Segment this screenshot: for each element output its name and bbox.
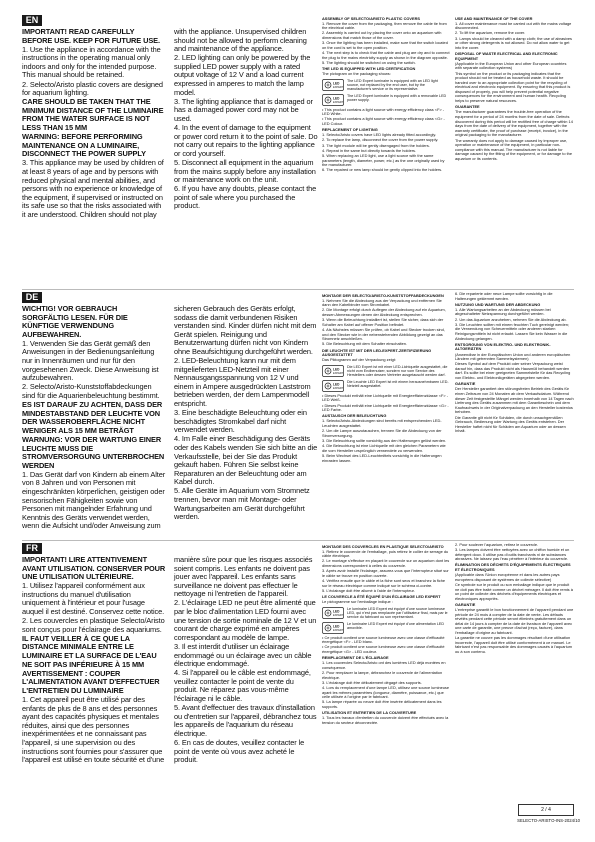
led-expert-description: Le luminaire LED Expert est équipé d'une alimentation LED amovible. bbox=[347, 621, 445, 630]
section-paragraph: The pictogram on the packaging shows: bbox=[322, 71, 391, 77]
section-paragraph: 4. Lors du remplacement d'une lampe LED, utilisez une source lumineuse ayant les mêmes paramètres (longueur, diamètre, puissance, etc.) que celle utilisée à l'origine par le fabricant. bbox=[322, 684, 450, 700]
section-divider bbox=[22, 540, 574, 541]
section-paragraph: 2. Die Montage erfolgt durch Auflegen der Abdeckung auf ein Aquarium, dessen Abmessungen denen der Abdeckung entsprechen. bbox=[322, 307, 446, 318]
section-paragraph: 4. Repeat in the same but directly towards the holders. bbox=[322, 147, 417, 153]
led-expert-description: Le luminaire LED Expert est équipé d'une source lumineuse LED, qui n'est pas remplacée par l'utilisateur final, mais par le service du fabricant ou son représentant. bbox=[347, 606, 448, 620]
section-heading: LE COUVERCLE A ÉTÉ ÉQUIPÉ D'UN ÉCLAIRAGE LED EXPERT bbox=[322, 593, 441, 599]
instruction-paragraph: 2. LED lighting can only be powered by the supplied LED power supply with a rated output voltage of 12 V and a load current expressed in amperes to match the lamp model. bbox=[174, 53, 311, 97]
warning-heading: ES IST DARAUF ZU ACHTEN, DASS DER MINDESTABSTAND DER LEUCHTE VON DER WASSEROBERFLÄCHE NICHT WENIGER ALS 15 MM BETRÄGT bbox=[22, 400, 163, 435]
led-expert-row bbox=[322, 365, 450, 378]
section-heading: ASSEMBLY OF SELECTO/ARISTO PLASTIC COVERS bbox=[322, 15, 421, 21]
led-expert-description: The LED Expert luminaire is equipped with a removable LED power supply. bbox=[347, 93, 447, 102]
section-paragraph: 3. The light module will be gently disengaged from the holders. bbox=[322, 142, 430, 148]
instruction-paragraph: 5. Alle Geräte im Aquarium vom Stromnetz trennen, bevor man mit Montage- oder Wartungsarbeiten am Gerät durchgeführt werden. bbox=[174, 486, 310, 522]
section-paragraph: • Dieses Produkt enthält eine Lichtquelle mit Energieeffizienzklasse <G> - LED Farbe. bbox=[322, 402, 449, 413]
section-heading: DISPOSAL OF WASTE ELECTRICAL AND ELECTRONIC EQUIPMENT bbox=[455, 50, 558, 61]
section-paragraph: 3. Les lampes doivent être nettoyées avec un chiffon humide et un détergent doux. Il utilise pas d'outils tranchants ni de substances abrasives. Ne laissez pas l'eau pénétrer à l'intérieur du couvercle. bbox=[455, 547, 570, 562]
led-expert-icon bbox=[322, 94, 344, 106]
section-paragraph: 1. Nehmen Sie die Abdeckung aus der Verpackung und entfernen Sie dann den Kabelbinder vom Stromkabel. bbox=[322, 297, 442, 308]
instruction-paragraph: 1. Utilisez l'appareil conformément aux instructions du manuel d'utilisation uniquement à l'intérieur et pour l'usage auquel il est destiné. Conservez cette notice. bbox=[22, 581, 165, 617]
led-expert-row bbox=[322, 622, 450, 634]
warning-heading: IMPORTANT! READ CAREFULLY BEFORE USE. KEEP FOR FUTURE USE. bbox=[22, 28, 160, 45]
led-expert-row bbox=[322, 79, 450, 92]
led-expert-description: Die Leuchte LED Expert ist mit einem herausnehmbaren LED-Netzteil ausgestattet. bbox=[347, 379, 449, 389]
fr-maintenance-text bbox=[455, 543, 574, 800]
section-heading: USE AND MAINTENANCE OF THE COVER bbox=[455, 15, 533, 21]
section-paragraph: 2. Um das Aquarium anzuheben, nehmen Sie die Abdeckung ab. bbox=[455, 316, 567, 322]
instruction-paragraph: 3. Eine beschädigte Beleuchtung oder ein beschädigtes Stromkabel darf nicht verwendet werden. bbox=[174, 408, 307, 435]
section-paragraph: (Applicable dans l'Union européenne et dans les autres pays européens disposant de systèmes de collecte sélective) bbox=[455, 572, 560, 582]
warning-heading: WICHTIG! VOR GEBRAUCH SORGFÄLTIG LESEN. FÜR DIE KÜNFTIGE VERWENDUNG AUFBEWAHREN. bbox=[22, 305, 128, 339]
led-expert-description: Die LED Expert ist mit einer LED-Lichtquelle ausgestattet, die nicht vom Endbenutzer, sondern nur vom Service des Herstellers oder dessen Vertreter ausgetauscht werden darf. bbox=[347, 364, 448, 378]
section-paragraph: 2. Um die Lampe auszutauschen, trennen Sie die Abdeckung von der Stromversorgung. bbox=[322, 428, 442, 438]
instruction-paragraph: 6. If you have any doubts, please contact the point of sale where you purchased the product. bbox=[174, 184, 317, 211]
section-paragraph: Das Piktogramm auf der Verpackung zeigt: bbox=[322, 357, 396, 363]
section-paragraph: This symbol on the product or its packaging indicates that the product should not be treated as household waste. It should be handed over to an appropriate collection point for the recycling of electrical and electronic equipment. By ensuring that this product is disposed of properly, you will help prevent potential negative consequences for the environment and human health. Recycling helps to preserve natural resources. bbox=[455, 70, 571, 104]
section-paragraph: The warranty does not apply to damage caused by improper use, operation or maintenance of the equipment, in particular non-compliance with this manual. The manufacturer is not liable for damage caused by the fitting of the equipment, or for damage to the aquarium or its contents. bbox=[455, 137, 573, 161]
section-paragraph: 2. Pour soulever l'aquarium, retirez le couvercle. bbox=[455, 543, 539, 547]
section-heading: THE LED IS EQUIPPED WITH LED CERTIFICATION bbox=[322, 65, 416, 71]
section-paragraph: 4. Die Beleuchtung ist eine Lichtquelle mit den gleichen Parametern wie die vom Hersteller ursprünglich verwendete zu verwenden. bbox=[322, 443, 446, 453]
section-paragraph: 4. Als Nächstes müssen Sie prüfen, ob Kabel und Stecker trocken sind, und den Stecker wie in der nebenstehenden Abbildung gezeigt an das Stromnetz anschließen. bbox=[322, 327, 445, 342]
section-paragraph: 2. Assembly is carried out by placing the cover onto an aquarium with dimensions that match those of the cover. bbox=[322, 30, 442, 41]
section-paragraph: 2. To lift the aquarium, remove the cover. bbox=[455, 30, 526, 36]
section-paragraph: Dieses Symbol auf dem Produkt oder seiner Verpackung weist darauf hin, dass das Produkt nicht als Hausmüll behandelt werden darf. Es sollte bei einer geeigneten Sammelstelle für das Recycling von Elektro- und Elektronikgeräten abgegeben werden. bbox=[455, 361, 571, 381]
instruction-paragraph: 3. The lighting appliance that is damaged or has a damaged power cord may not be used. bbox=[174, 96, 313, 123]
instruction-paragraph: 4. In the event of damage to the equipment or power cord return it to the point of sale. Do not carry out repairs to the lighting appliance or cord yourself. bbox=[174, 123, 318, 158]
section-heading: AUSTAUSCH DER BELEUCHTUNG bbox=[322, 413, 387, 419]
warning-heading: IL FAUT VEILLER À CE QUE LA DISTANCE MINIMALE ENTRE LE LUMINAIRE ET LA SURFACE DE L'EAU NE SOIT PAS INFÉRIEURE À 15 MM bbox=[22, 633, 157, 669]
led-expert-icon bbox=[322, 365, 344, 377]
lang-tab-fr: FR bbox=[22, 543, 42, 554]
section-paragraph: 3. Die Leuchten sollten mit einem feuchten Tuch gereinigt werden; die Verwendung von Scheuermitteln oder anderen starken Reinigungsmitteln ist nicht erlaubt. Lassen Sie kein Wasser in die Abdeckung gelangen. bbox=[455, 321, 569, 341]
instruction-paragraph: 3. Il est interdit d'utiliser un éclairage endommagé ou un éclairage avec un câble électrique endommagé. bbox=[174, 641, 312, 669]
section-paragraph: • This product contains a light source with energy efficiency class <G> - LED Colour. bbox=[322, 116, 445, 126]
instruction-paragraph: 6. En cas de doutes, veuillez contacter le point de vente où vous avez acheté le produit. bbox=[174, 737, 305, 765]
section-heading: REMPLACEMENT DE L'ÉCLAIRAGE bbox=[322, 655, 389, 661]
instruction-paragraph: 3. This appliance may be used by children of at least 8 years of age and by persons with reduced physical and mental abilities, and persons with no experience or knowledge of the equipment, if supervised or instructed on its safe use so that the risks associated with it are understood. Children should not play with the appliance. Unsupervised children should not be allowed to perform cleaning and maintenance of the appliance. bbox=[22, 28, 307, 219]
instruction-paragraph: 1. Verwenden Sie das Gerät gemäß den Anweisungen in der Bedienungsanleitung nur in Innenräumen und nur für den vorgesehenen Zweck. Diese Anweisung ist aufzubewahren. bbox=[22, 338, 159, 383]
warning-heading: AVERTISSEMENT : COUPER L'ALIMENTATION AVANT D'EFFECTUER L'ENTRETIEN DU LUMINAIRE bbox=[22, 668, 160, 695]
lang-tab-en: EN bbox=[22, 15, 42, 26]
led-expert-row bbox=[322, 94, 450, 106]
section-paragraph: 3. L'éclairage doit être délicatement dégagé des supports. bbox=[322, 679, 422, 685]
instruction-paragraph: 2. Les couvercles en plastique Selecto/Aristo sont conçus pour l'éclairage des aquariums. bbox=[22, 616, 165, 634]
warning-heading: WARNING: BEFORE PERFORMING MAINTENANCE ON A LUMINAIRE, DISCONNECT THE POWER SUPPLY bbox=[22, 132, 146, 159]
section-paragraph: (Anwendbar in der Europäischen Union und anderen europäischen Ländern mit getrennten Sammelsystemen) bbox=[455, 351, 571, 362]
section-paragraph: Ce symbole sur le produit ou son emballage indique que le produit ne doit pas être traité comme un déchet ménager. Il doit être remis à un point de collecte des déchets d'équipements électriques et électroniques appropriés. bbox=[455, 582, 573, 601]
section-paragraph: • Dieses Produkt enthält eine Lichtquelle mit Energieeffizienzklasse <F> - LED Weiß. bbox=[322, 392, 449, 403]
section-paragraph: • Ce produit contient une source lumineuse avec une classe d'efficacité énergétique <F> - LED blanc. bbox=[322, 634, 445, 645]
section-paragraph: 2. To replace the lamp, disconnect the cover from the power supply. bbox=[322, 137, 439, 143]
led-expert-row bbox=[322, 607, 450, 620]
section-paragraph: 1. Selecto/Aristo-Abdeckungen sind bereits mit entsprechenden LED-Leuchten ausgestattet. bbox=[322, 418, 442, 429]
section-paragraph: 1. All cover maintenance must be carried out with the mains voltage disconnected. bbox=[455, 20, 572, 31]
section-heading: GARANTIE bbox=[455, 381, 476, 387]
de-safety-text bbox=[22, 305, 318, 537]
section-paragraph: 5. Beim Wechsel des LED-Leuchtmittels vorsichtig in die Halterungen einrasten lassen. bbox=[322, 452, 442, 463]
section-paragraph: 1. Les couvercles Selecto/Aristo ont des lumières LED déjà montées en conséquence. bbox=[322, 660, 446, 670]
led-expert-row bbox=[322, 380, 450, 392]
en-safety-text bbox=[22, 28, 318, 286]
section-paragraph: 3. Lamps should be cleaned with a damp cloth; the use of abrasives or other strong detergents is not allowed. Do not allow water to get into the cover. bbox=[455, 35, 573, 50]
section-heading: MONTAGE DES COUVERCLES EN PLASTIQUE SELECTO/ARISTO bbox=[322, 543, 444, 549]
fr-safety-text bbox=[22, 556, 318, 826]
section-paragraph: Der Hersteller garantiert den störungsfreien Betrieb des Geräts für einen Zeitraum von 24 Monaten ab dem Verkaufsdatum. Während dieser Zeit festgestellte Mängel werden innerhalb von 14 Tagen nach Lieferung des Geräts zusammen mit dem Garantieschein und dem Kaufnachweis in der Originalverpackung an den Hersteller kostenlos behoben. bbox=[455, 386, 574, 415]
section-divider bbox=[22, 289, 574, 290]
instruction-paragraph: 2. Selecto/Aristo plastic covers are designed for aquarium lighting. bbox=[22, 79, 163, 98]
instruction-paragraph: 1. Das Gerät darf von Kindern ab einem Alter von 8 Jahren und von Personen mit eingeschränkten körperlichen, geistigen oder sensorischen Fähigkeiten sowie von Personen mit mangelnder Erfahrung und Kenntnis des Geräts verwendet werden, wenn die Aufsicht und/oder Anweisung zum sicheren Gebrauch des Geräts erfolgt, sodass die damit verbundenen Risiken verstanden sind. Kinder dürfen nicht mit dem Gerät spielen. Reinigung und Benutzerwartung dürfen nicht von Kindern ohne Beaufsichtigung durchgeführt werden. bbox=[22, 305, 317, 531]
section-paragraph: 1. Remove the cover from the packaging, then remove the cable tie from the electrical cable. bbox=[322, 20, 447, 31]
section-heading: MONTAGE DER SELECTO/ARISTO-KUNSTSTOFFABDECKUNGEN bbox=[322, 292, 444, 298]
instruction-paragraph: 2. LED-Beleuchtung kann nur mit dem mitgelieferten LED-Netzteil mit einer Nennausgangsspannung von 12 V und einem in Ampere ausgedrückten Laststrom betrieben werden, der dem Lampenmodell entspricht. bbox=[174, 356, 311, 409]
section-heading: REPLACEMENT OF LIGHTING bbox=[322, 127, 378, 133]
instruction-paragraph: 1. Use the appliance in accordance with the instructions in the operating manual only indoors and only for the intended purpose. This manual should be retained. bbox=[22, 44, 161, 80]
warning-heading: IMPORTANT! LIRE ATTENTIVEMENT AVANT UTILISATION. CONSERVER POUR UNE UTILISATION ULTÉRIEURE. bbox=[22, 556, 166, 582]
en-assembly-text bbox=[322, 15, 450, 286]
section-heading: NUTZUNG UND WARTUNG DER ABDECKUNG bbox=[455, 301, 541, 307]
section-paragraph: 1. Selecto/Aristo covers have LED lights already fitted accordingly. bbox=[322, 132, 437, 138]
led-expert-icon bbox=[322, 380, 344, 392]
section-paragraph: 1. Alle Wartungsarbeiten an der Abdeckung müssen bei abgeschalteter Netzspannung durchgeführt werden. bbox=[455, 306, 551, 317]
section-heading: UTILISATION ET ENTRETIEN DE LA COUVERTURE bbox=[322, 710, 417, 716]
de-maintenance-text bbox=[455, 292, 574, 537]
section-paragraph: Le pictogramme sur l'emballage indique : bbox=[322, 599, 393, 605]
led-expert-icon bbox=[322, 607, 344, 619]
led-expert-icon bbox=[322, 79, 344, 91]
fr-assembly-text bbox=[322, 543, 450, 826]
section-paragraph: 2. Pour remplacer la lampe, débranchez le couvercle de l'alimentation électrique. bbox=[322, 670, 443, 680]
instruction-paragraph: 1. Cet appareil peut être utilisé par des enfants de plus de 8 ans et des personnes ayant des capacités physiques et mentales réduites, ainsi que des personnes inexpérimentées et ne connaissant pas l'appareil, si une supervision ou des instructions sont fournies pour s'assurer que l'appareil est utilisé en toute sécurité et d'une manière sûre pour que les risques associés soient compris. Les enfants ne doivent pas jouer avec l'appareil. Les enfants sans surveillance ne doivent pas effectuer le nettoyage ni l'entretien de l'appareil. bbox=[22, 556, 313, 765]
section-heading: GARANTIE bbox=[455, 601, 476, 607]
section-paragraph: 1. Tous les travaux d'entretien du couvercle doivent être effectués avec la tension du secteur déconnectée. bbox=[322, 715, 449, 725]
lang-tab-de: DE bbox=[22, 292, 42, 303]
section-paragraph: 2. Le montage s'effectue en plaçant le couvercle sur un aquarium dont les dimensions correspondent à celles du couvercle. bbox=[322, 558, 450, 569]
section-paragraph: 4. The next step is to check that the cable and plug are dry and to connect the plug to the mains electricity supply as shown in the diagram opposite. bbox=[322, 50, 450, 60]
instruction-paragraph: 4. Si l'appareil ou le câble est endommagé, veuillez contacter le point de vente du produit. Ne réparez pas vous-même l'éclairage ni le câble. bbox=[174, 668, 311, 703]
de-assembly-text bbox=[322, 292, 450, 537]
section-paragraph: (Applicable in the European Union and other European countries with separate collection systems) bbox=[455, 60, 567, 71]
section-paragraph: Die Garantie gilt nicht für Schäden, die durch unsachgemäßen Gebrauch, Bedienung oder Wartung des Geräts entstehen. Der Hersteller haftet nicht für Schäden am Aquarium oder an dessen Inhalt. bbox=[455, 414, 566, 434]
section-paragraph: • Ce produit contient une source lumineuse avec une classe d'efficacité énergétique <G> - LED couleur. bbox=[322, 644, 445, 654]
instruction-paragraph: 2. Selecto/Aristo-Kunststoffabdeckungen sind für die Aquarienbeleuchtung bestimmt. bbox=[22, 382, 160, 400]
section-paragraph: La garantie ne couvre pas les dommages résultant d'une utilisation incorrecte, l'appareil doit être utilisé conformément à ce manuel. Le fabricant n'est pas responsable des dommages causés à l'aquarium ou à son contenu. bbox=[455, 635, 572, 655]
en-maintenance-text bbox=[455, 15, 574, 286]
section-paragraph: 4. Vérifiez ensuite que le câble et la fiche sont secs et branchez la fiche sur le réseau électrique comme indiqué sur le schéma ci-contre. bbox=[322, 578, 446, 588]
instruction-paragraph: 2. L'éclairage LED ne peut être alimenté que par le bloc d'alimentation LED fourni avec une tension de sortie nominale de 12 V et un courant de charge exprimé en ampères correspondant au modèle de lampe. bbox=[174, 598, 317, 642]
section-paragraph: 5. The lighting should be switched on using the switch. bbox=[322, 59, 416, 65]
section-heading: ÉLIMINATION DES DÉCHETS D'ÉQUIPEMENTS ÉLECTRIQUES ET ÉLECTRONIQUES bbox=[455, 562, 571, 573]
section-paragraph: 6. The repaired or new lamp should be gently clipped into the holders. bbox=[322, 167, 443, 173]
led-expert-description: The LED Expert luminaire is equipped with an LED light source, not replaced by the end user, but by the manufacturer's service or its representative. bbox=[347, 78, 438, 92]
led-expert-icon bbox=[322, 622, 344, 634]
warning-heading: CARE SHOULD BE TAKEN THAT THE MINIMUM DISTANCE OF THE LUMINAIRE FROM THE WATER SURFACE IS NOT LESS THAN 15 MM bbox=[22, 97, 164, 133]
section-paragraph: 6. Die reparierte oder neue Lampe sollte vorsichtig in die Halterungen geklemmt werden. bbox=[455, 292, 553, 301]
section-paragraph: 5. L'éclairage doit être allumé à l'aide de l'interrupteur. bbox=[322, 587, 415, 593]
section-heading: DIE LEUCHTE IST MIT DER LED-EXPERT-ZERTIFIZIERUNG AUSGESTATTET bbox=[322, 347, 432, 358]
section-paragraph: L'entreprise garantit le bon fonctionnement de l'appareil pendant une période de 24 mois à compter de la date de vente. Les défauts révélés pendant cette période seront éliminés gratuitement dans un délai de 14 jours à compter de la date de livraison de l'appareil avec une carte de garantie, une preuve d'achat (reçu, facture), dans l'emballage d'origine au fabricant. bbox=[455, 607, 574, 636]
section-paragraph: 3. Wenn die Beleuchtung installiert ist, stellen Sie sicher, dass sich der Schalter am Kabel auf offener Position befindet. bbox=[322, 317, 444, 327]
section-paragraph: 3. Die Beleuchtung sollte vorsichtig aus den Halterungen gelöst werden. bbox=[322, 437, 447, 443]
section-heading: GUARANTEE bbox=[455, 104, 480, 110]
section-paragraph: 3. Après avoir installé l'éclairage, assurez-vous que l'interrupteur situé sur le câble se trouve en position ouverte. bbox=[322, 568, 449, 578]
section-paragraph: • This product contains a light source with energy efficiency class <F> - LED White. bbox=[322, 106, 445, 117]
section-paragraph: 5. When replacing an LED light, use a light source with the same parameters (length, diameter, power, etc.) as the one originally used by the manufacturer. bbox=[322, 152, 445, 168]
section-paragraph: 5. La lampe réparée ou neuve doit être insérée délicatement dans les supports. bbox=[322, 699, 442, 709]
document-code: SELECTO-ARISTO-INS-2024/10 bbox=[517, 818, 580, 823]
section-heading: ENTSORGUNG VON ELEKTRO- UND ELEKTRONIK-ALTGERÄTEN bbox=[455, 341, 551, 352]
section-paragraph: 1. Retirez le couvercle de l'emballage, puis retirez le collier de serrage du câble électrique. bbox=[322, 548, 449, 559]
warning-heading: WARNUNG: VOR DER WARTUNG EINER LEUCHTE MUSS DIE STROMVERSORGUNG UNTERBROCHEN WERDEN bbox=[22, 434, 165, 470]
section-paragraph: The manufacturer guarantees the trouble-free operation of the equipment for a period of 24 months from the date of sale. Defects discovered during this period will be rectified free of charge within 14 days from the date of delivery of the equipment, together with the warranty certificate, the proof of purchase (receipt, invoice), in the original packaging to the manufacturer. bbox=[455, 109, 573, 138]
page-number: 2 / 4 bbox=[518, 804, 574, 816]
section-paragraph: 5. Die Beleuchtung mit dem Schalter einschalten. bbox=[322, 341, 407, 347]
instruction-paragraph: 4. Im Falle einer Beschädigung des Geräts oder des Kabels wenden Sie sich bitte an die Verkaufsstelle, bei der Sie das Produkt gekauft haben. Führen Sie selbst keine Reparaturen an der Beleuchtung oder am Kabel durch. bbox=[174, 434, 318, 487]
section-paragraph: 3. Once the lighting has been installed, make sure that the switch located on the cord is set to the open position. bbox=[322, 40, 448, 50]
instruction-paragraph: 5. Avant d'effectuer des travaux d'installation ou d'entretien sur l'appareil, débranchez tous les appareils de l'aquarium du réseau électrique. bbox=[174, 703, 317, 738]
instruction-paragraph: 5. Disconnect all equipment in the aquarium from the mains supply before any installation or maintenance work on the unit. bbox=[174, 157, 316, 185]
